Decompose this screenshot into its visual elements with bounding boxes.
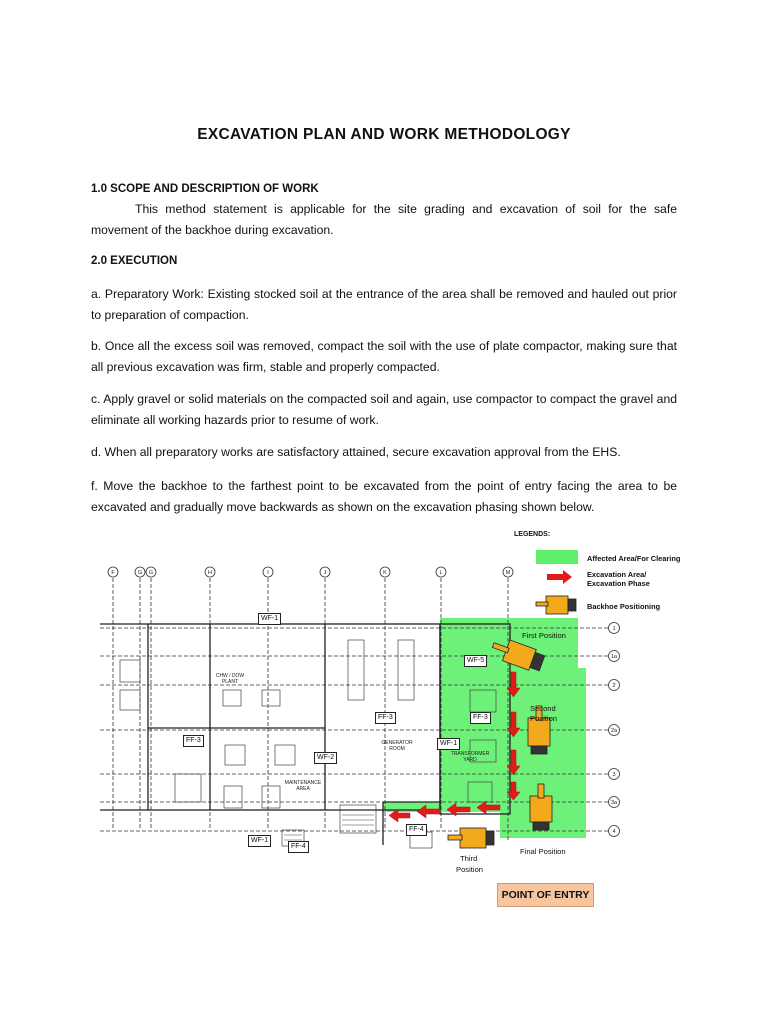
room-label: AREA [296,786,310,792]
grid-label: H [208,570,212,576]
grid-label: I [267,570,269,576]
grid-label: 1a [610,654,618,660]
room-label: TRANSFORMER [450,751,490,757]
grid-label: 4 [612,829,616,835]
tag-ff3-right: FF-3 [470,712,491,724]
legend-affected: Affected Area/For Clearing [587,554,681,563]
tag-wf5: WF-5 [464,655,487,667]
grid-label: 3a [610,800,618,806]
paragraph-c: c. Apply gravel or solid materials on the compacted soil and again, use compactor to compact the gravel and eliminate all working hazards prior to resume of work. [91,392,677,427]
room-label: GENERATOR [381,740,413,746]
label-third: Third [460,854,478,863]
legend-title: LEGENDS: [514,531,551,538]
legend-green-swatch [536,550,578,564]
grid-label: 2a [610,728,618,734]
tag-ff3-left: FF-3 [183,735,204,747]
legend-backhoe-swatch [536,596,576,614]
legend-excavation-2: Excavation Phase [587,579,650,588]
grid-label: J [323,570,327,576]
legend-excavation-1: Excavation Area/ [587,570,647,579]
section-heading-execution: 2.0 EXECUTION [91,255,178,267]
label-first-position: First Position [522,631,566,640]
label-third-position: Position [456,865,484,874]
grid-label: G [137,570,143,576]
grid-label: K [383,570,387,576]
section-heading-scope: 1.0 SCOPE AND DESCRIPTION OF WORK [91,183,319,195]
grid-label: 1 [612,626,616,632]
grid-label: 2 [612,683,616,689]
room-label: CHW / DOW [215,673,245,679]
room-label: YARD [463,757,477,763]
legend-arrow-swatch [547,570,572,584]
grid-label: L [439,570,443,576]
grid-label: F [111,570,115,576]
paragraph-b: b. Once all the excess soil was removed, compact the soil with the use of plate compactor, making sure that all previous excavation was firm, stable and properly compacted. [91,339,677,374]
room-label: MAINTENANCE [284,780,322,786]
grid-label: G [148,570,154,576]
grid-label: M [505,570,511,576]
point-of-entry-label: POINT OF ENTRY [497,883,594,907]
tag-wf2: WF-2 [314,752,337,764]
label-second: Second [530,704,556,713]
label-second-position: Position [530,714,558,723]
page-title: EXCAVATION PLAN AND WORK METHODOLOGY [197,126,571,143]
tag-ff3-mid: FF-3 [375,712,396,724]
stairs [284,810,374,840]
legend-backhoe: Backhoe Positioning [587,602,661,611]
tag-wf1-top: WF-1 [258,613,281,625]
grid-right-labels [611,626,618,835]
room-label: PLANT [221,679,239,685]
tag-ff4-green: FF-4 [406,824,427,836]
paragraph-a: a. Preparatory Work: Existing stocked soil at the entrance of the area shall be removed and hauled out prior to preparation of compaction. [91,287,677,322]
grid-top-labels [111,570,510,576]
label-final-position: Final Position [520,847,566,856]
room-label: ROOM [389,746,405,752]
paragraph-d: d. When all preparatory works are satisfactory attained, secure excavation approval from the EHS. [91,445,621,459]
grid-label: 3 [612,772,616,778]
paragraph-scope: This method statement is applicable for the site grading and excavation of soil for the safe movement of the backhoe during excavation. [91,202,677,237]
tag-wf1-bottom: WF-1 [248,835,271,847]
tag-ff4-bottom: FF-4 [288,841,309,853]
paragraph-f: f. Move the backhoe to the farthest point to be excavated from the point of entry facing the area to be excavated and gradually move backwards as shown on the excavation phasing shown below. [91,479,677,514]
tag-wf1-right: WF-1 [437,738,460,750]
